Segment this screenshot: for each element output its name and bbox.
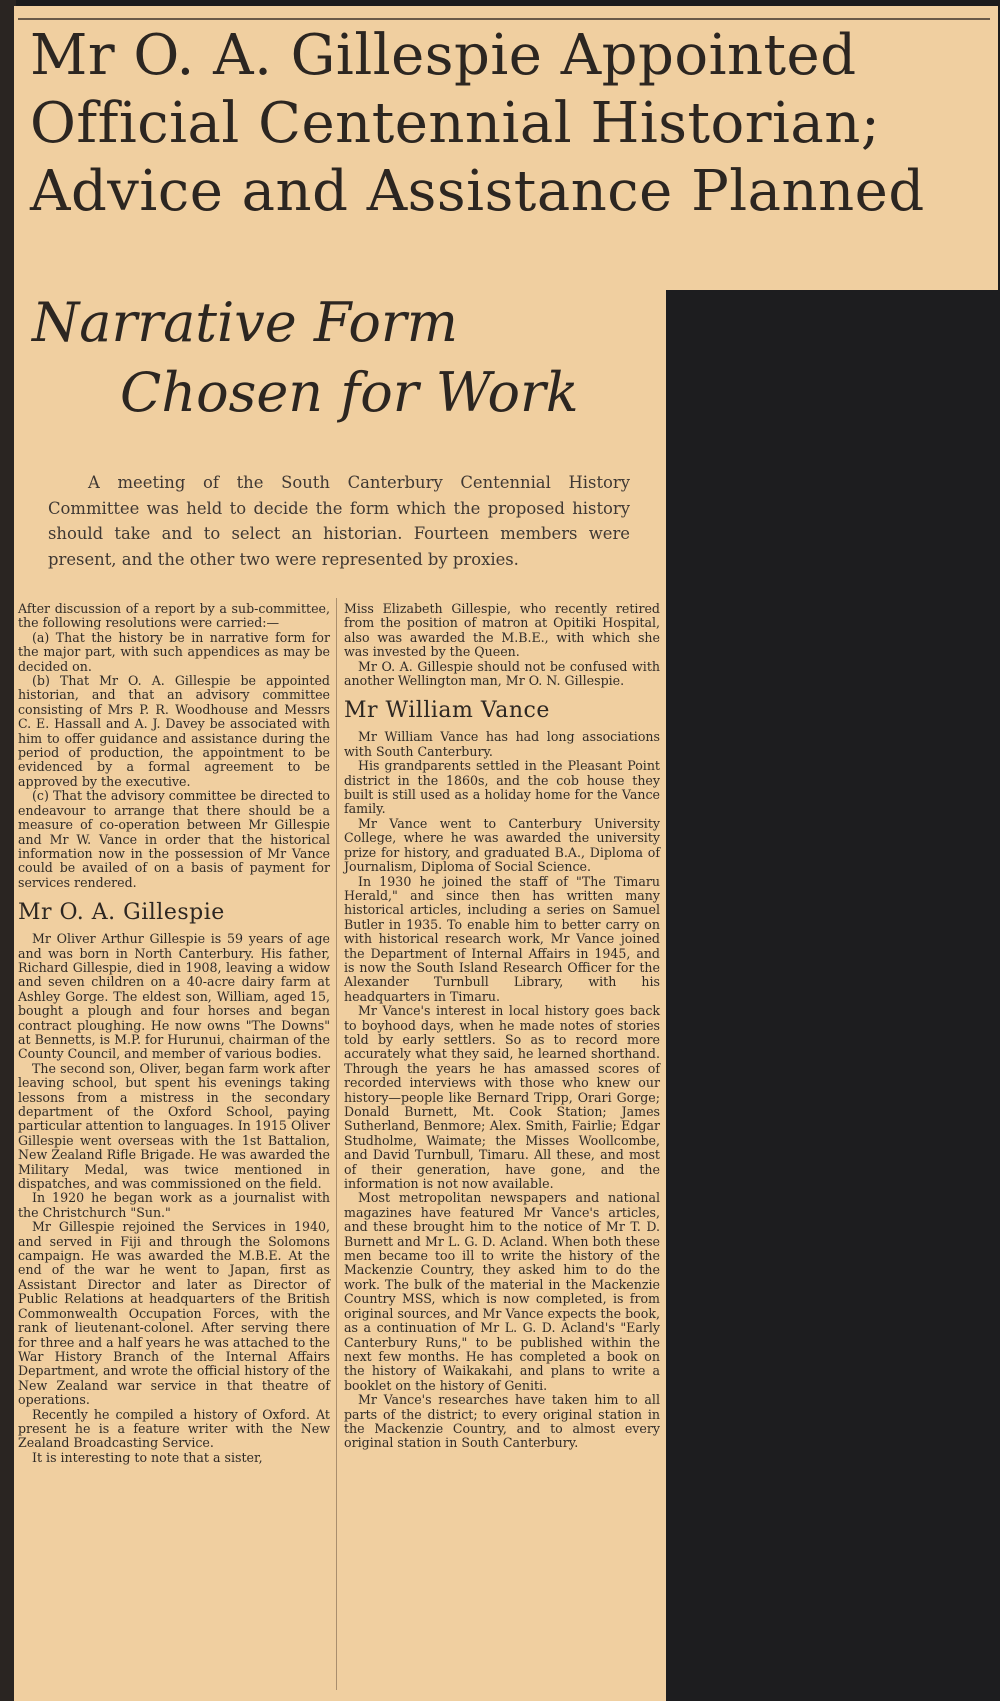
subheadline-line-1: Narrative Form — [32, 291, 458, 354]
gillespie-bio-6: It is interesting to note that a sister, — [32, 1449, 263, 1465]
headline-rule — [18, 18, 990, 20]
intro-paragraph: A meeting of the South Canterbury Centennial History Committee was held to decide the form which the proposed history should take and to select an historian. Fourteen members were present, and the other two were represented by proxies. — [48, 473, 630, 569]
subheadline-line-2: Chosen for Work — [120, 361, 579, 424]
gillespie-bio-4: Mr Gillespie rejoined the Services in 1940, and served in Fiji and through the Solomons campaign. He was awarded the M.B.E. At the end of the war he went to Japan, first as Assistant Director and later as Director of Public Relations at headquarters of the British Commonwealth Occupation Forces, with the rank of lieutenant-colonel. After serving there for three and a half years he was attached to the War History Branch of the Internal Affairs Department, and wrote the official history of the New Zealand war service in that theatre of operations. — [18, 1219, 330, 1408]
resolution-c: (c) That the advisory committee be directed to endeavour to arrange that there should be a measure of co-operation between Mr Gillespie and Mr W. Vance in order that the historical information now in the possession of Mr Vance could be availed of on a basis of payment for services rendered. — [18, 788, 330, 890]
gillespie-bio-1: Mr Oliver Arthur Gillespie is 59 years of age and was born in North Canterbury. His father, Richard Gillespie, died in 1908, leaving a widow and seven children on a 40-acre dairy farm at Ashley Gorge. The eldest son, William, aged 15, bought a plough and four horses and began contract ploughing. He now owns "The Downs" at Bennetts, is M.P. for Hurunui, chairman of the County Council, and member of various bodies. — [18, 931, 330, 1062]
resolutions-intro: After discussion of a report by a sub-committee, the following resolutions were carried:— — [18, 601, 330, 631]
headline — [30, 22, 1000, 226]
column-divider — [336, 598, 337, 1690]
resolution-b: (b) That Mr O. A. Gillespie be appointed historian, and that an advisory committee consisting of Mrs P. R. Woodhouse and Messrs C. E. Hassall and A. J. Davey be associated with him to offer guidance and assistance during the period of production, the appointment to be evidenced by a formal agreement to be approved by the executive. — [18, 673, 330, 789]
vance-bio-3: Mr Vance went to Canterbury University College, where he was awarded the university prize for history, and graduated B.A., Diploma of Journalism, Diploma of Social Science. — [344, 815, 660, 875]
vance-bio-1: Mr William Vance has had long associations with South Canterbury. — [344, 729, 660, 759]
resolution-a: (a) That the history be in narrative form for the major part, with such appendices as may be decided on. — [18, 629, 330, 674]
scan-background — [666, 290, 1000, 1701]
headline-line-3: Advice and Assistance Planned — [30, 159, 925, 224]
headline-line-1: Mr O. A. Gillespie Appointed — [30, 23, 857, 88]
section-heading-vance: Mr William Vance — [344, 698, 550, 724]
headline-line-2: Official Centennial Historian; — [30, 91, 881, 156]
vance-bio-4: In 1930 he joined the staff of "The Timaru Herald," and since then has written many historical articles, including a series on Samuel Butler in 1935. To enable him to better carry on with historical research work, Mr Vance joined the Department of Internal Affairs in 1945, and is now the South Island Research Officer for the Alexander Turnbull Library, with his headquarters in Timaru. — [344, 873, 660, 1004]
sister-paragraph: Miss Elizabeth Gillespie, who recently retired from the position of matron at Opitiki Hospital, also was awarded the M.B.E., with which she was invested by the Queen. — [344, 601, 660, 660]
not-confused-paragraph: Mr O. A. Gillespie should not be confused with another Wellington man, Mr O. N. Gillespie. — [344, 658, 660, 689]
gillespie-bio-2: The second son, Oliver, began farm work after leaving school, but spent his evenings taking lessons from a mistress in the secondary department of the Oxford School, paying particular attention to languages. In 1915 Oliver Gillespie went overseas with the 1st Battalion, New Zealand Rifle Brigade. He was awarded the Military Medal, was twice mentioned in dispatches, and was commissioned on the field. — [18, 1060, 330, 1192]
subheadline — [28, 288, 664, 428]
vance-bio-7: Mr Vance's researches have taken him to all parts of the district; to every original station in the Mackenzie Country, and to almost every original station in South Canterbury. — [344, 1392, 660, 1451]
vance-bio-5: Mr Vance's interest in local history goes back to boyhood days, when he made notes of stories told by early settlers. So as to record more accurately what they said, he learned shorthand. Through the years he has amassed scores of recorded interviews with those who knew our history—people like Bernard Tripp, Orari Gorge; Donald Burnett, Mt. Cook Station; James Sutherland, Benmore; Alex. Smith, Fairlie; Edgar Studholme, Waimate; the Misses Woollcombe, and David Turnbull, Timaru. All these, and most of their generation, have gone, and the information is not now available. — [344, 1003, 660, 1192]
left-column — [18, 602, 330, 1465]
vance-bio-2: His grandparents settled in the Pleasant Point district in the 1860s, and the cob house they built is still used as a holiday home for the Vance family. — [344, 758, 660, 817]
vance-bio-6: Most metropolitan newspapers and national magazines have featured Mr Vance's articles, and these brought him to the notice of Mr T. D. Burnett and Mr L. G. D. Acland. When both these men became too ill to write the history of the Mackenzie Country, they asked him to do the work. The bulk of the material in the Mackenzie Country MSS, which is now completed, is from original sources, and Mr Vance expects the book, as a continuation of Mr L. G. D. Acland's "Early Canterbury Runs," to be published within the next few months. He has completed a book on the history of Waikakahi, and plans to write a booklet on the history of Geniti. — [344, 1190, 660, 1393]
section-heading-gillespie: Mr O. A. Gillespie — [18, 900, 225, 926]
gillespie-bio-3: In 1920 he began work as a journalist with the Christchurch "Sun." — [18, 1190, 330, 1220]
gillespie-bio-5: Recently he compiled a history of Oxford. At present he is a feature writer with the New Zealand Broadcasting Service. — [18, 1406, 330, 1451]
right-column — [344, 602, 660, 1451]
